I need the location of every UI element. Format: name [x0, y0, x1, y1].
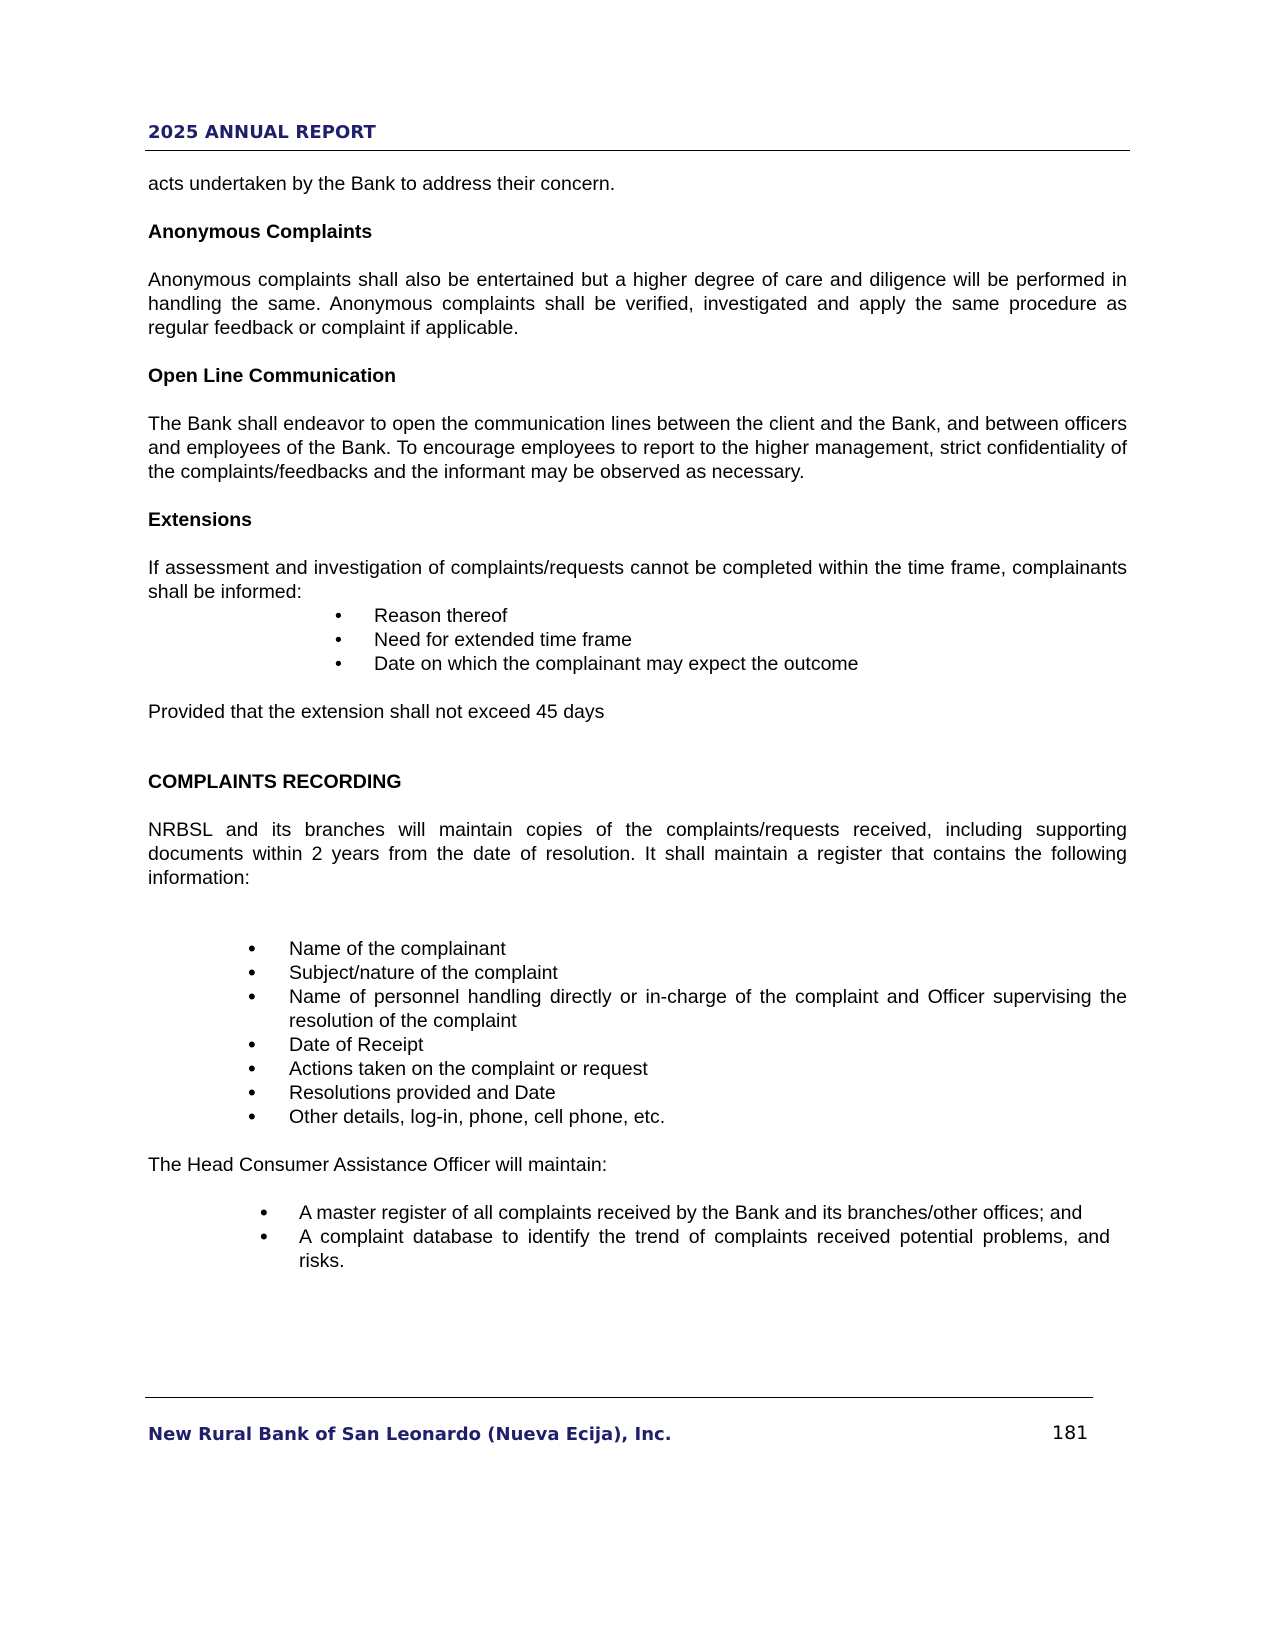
intro-paragraph: acts undertaken by the Bank to address their concern.: [148, 173, 616, 195]
list-item-text: Actions taken on the complaint or request: [289, 1058, 648, 1080]
list-item: [148, 652, 1127, 676]
page-number: 181: [1052, 1422, 1089, 1444]
bullet-icon: •: [248, 984, 256, 1009]
extensions-list: [148, 604, 1127, 676]
list-item-text: A complaint database to identify the trend of complaints received potential problems, and risks.: [299, 1226, 1110, 1272]
bullet-icon: •: [335, 653, 342, 675]
bullet-icon: •: [248, 960, 256, 985]
list-item: [148, 1033, 1127, 1057]
list-item-text: Reason thereof: [374, 605, 508, 627]
list-item: [148, 604, 1127, 628]
anonymous-complaints-heading: Anonymous Complaints: [148, 221, 373, 243]
list-item: [148, 1201, 1110, 1225]
list-item: [148, 1105, 1127, 1129]
open-line-heading: Open Line Communication: [148, 365, 397, 387]
list-item-text: Date on which the complainant may expect the outcome: [374, 653, 859, 675]
list-item: [148, 937, 1127, 961]
list-item-text: Other details, log-in, phone, cell phone, etc.: [289, 1106, 666, 1128]
list-item: [148, 1057, 1127, 1081]
extensions-heading: Extensions: [148, 509, 253, 531]
extensions-paragraph: If assessment and investigation of complaints/requests cannot be completed within the time frame, complainants shall be informed:: [148, 557, 1127, 603]
register-info-list: [148, 937, 1127, 1129]
head-officer-paragraph: The Head Consumer Assistance Officer will maintain:: [148, 1154, 608, 1176]
footer-bank-name: New Rural Bank of San Leonardo (Nueva Ecija), Inc.: [148, 1424, 672, 1445]
report-header-title: 2025 ANNUAL REPORT: [148, 122, 376, 143]
list-item: [148, 1225, 1110, 1273]
complaints-recording-heading: COMPLAINTS RECORDING: [148, 771, 402, 793]
anonymous-complaints-paragraph: Anonymous complaints shall also be entertained but a higher degree of care and diligence will be performed in handling the same. Anonymous complaints shall be verified, investigated and apply the same procedure as regular feedback or complaint if applicable.: [148, 269, 1127, 339]
list-item: [148, 961, 1127, 985]
bullet-icon: •: [260, 1200, 268, 1225]
bullet-icon: •: [248, 936, 256, 961]
open-line-paragraph: The Bank shall endeavor to open the communication lines between the client and the Bank, and between officers and employees of the Bank. To encourage employees to report to the higher management, strict confidentiality of the complaints/feedbacks and the informant may be observed as necessary.: [148, 413, 1127, 483]
extensions-proviso: Provided that the extension shall not exceed 45 days: [148, 701, 605, 723]
bullet-icon: •: [248, 1104, 256, 1129]
list-item: [148, 628, 1127, 652]
list-item: [148, 1081, 1127, 1105]
page-content: [148, 172, 1127, 1273]
list-item-text: Name of the complainant: [289, 938, 506, 960]
bullet-icon: •: [335, 629, 342, 651]
footer-divider: [145, 1397, 1093, 1398]
head-officer-list: [148, 1201, 1110, 1273]
list-item: [148, 985, 1127, 1033]
bullet-icon: •: [260, 1224, 268, 1249]
list-item-text: A master register of all complaints received by the Bank and its branches/other offices; and: [299, 1202, 1083, 1224]
list-item-text: Date of Receipt: [289, 1034, 424, 1056]
list-item-text: Name of personnel handling directly or in-charge of the complaint and Officer supervising the resolution of the complaint: [289, 986, 1127, 1032]
list-item-text: Need for extended time frame: [374, 629, 632, 651]
list-item-text: Subject/nature of the complaint: [289, 962, 558, 984]
bullet-icon: •: [248, 1056, 256, 1081]
bullet-icon: •: [248, 1080, 256, 1105]
bullet-icon: •: [335, 605, 342, 627]
bullet-icon: •: [248, 1032, 256, 1057]
header-divider: [145, 150, 1130, 151]
complaints-recording-paragraph: NRBSL and its branches will maintain copies of the complaints/requests received, including supporting documents within 2 years from the date of resolution. It shall maintain a register that contains the following information:: [148, 819, 1127, 889]
list-item-text: Resolutions provided and Date: [289, 1082, 556, 1104]
